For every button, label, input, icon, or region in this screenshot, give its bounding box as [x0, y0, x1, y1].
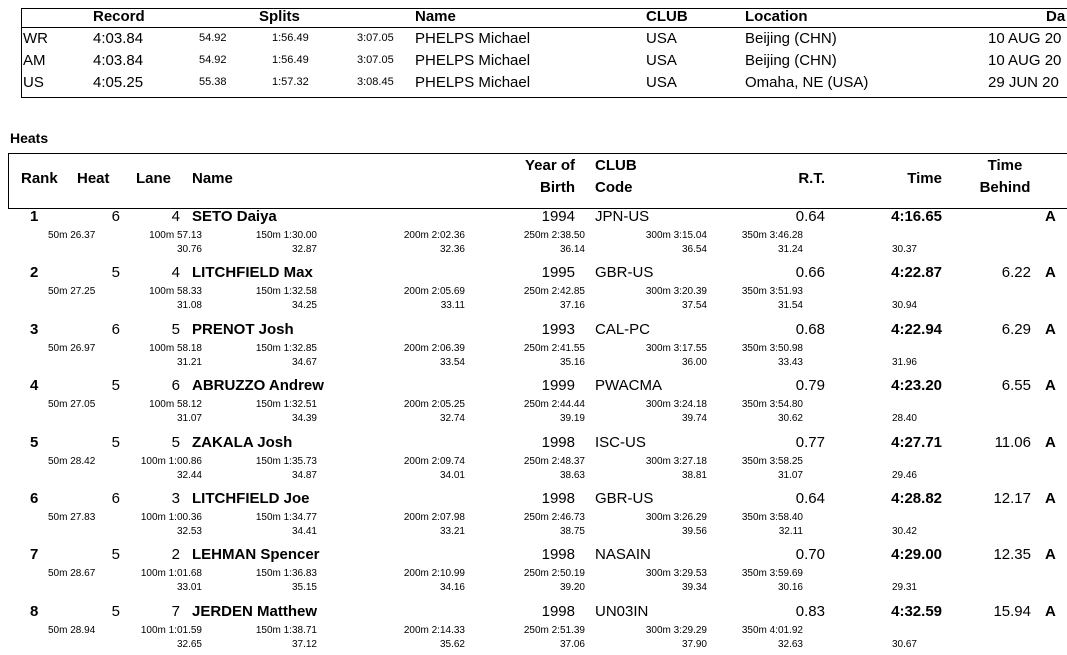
diff-300: 39.34	[681, 582, 707, 594]
diff-150: 35.15	[291, 582, 317, 594]
result-club: NASAIN	[595, 546, 651, 564]
diff-350: 31.24	[777, 244, 803, 255]
header-year-line1: Year of	[524, 157, 575, 174]
result-rt: 0.77	[795, 433, 825, 451]
record-location: Omaha, NE (USA)	[745, 74, 869, 91]
record-split-3: 3:08.45	[357, 76, 394, 88]
result-lane: 3	[171, 490, 180, 507]
result-year: 1998	[541, 546, 575, 564]
result-year: 1995	[541, 264, 575, 282]
result-rank: 1	[30, 208, 39, 225]
split-150: 150m 1:32.85	[255, 342, 317, 354]
diff-400: 30.67	[891, 638, 917, 650]
split-250: 250m 2:44.44	[523, 399, 585, 411]
diff-100: 32.44	[176, 469, 202, 481]
split-250: 250m 2:41.55	[523, 342, 585, 354]
record-location: Beijing (CHN)	[745, 30, 837, 47]
split-350: 350m 3:58.25	[741, 455, 803, 467]
split-200: 200m 2:07.98	[403, 512, 465, 523]
diff-150: 34.25	[291, 300, 317, 312]
diff-350: 32.63	[777, 638, 803, 650]
split-200: 200m 2:05.25	[403, 399, 465, 411]
split-50: 50m 27.83	[48, 512, 96, 523]
diff-350: 31.07	[777, 469, 803, 481]
section-title: Heats	[10, 130, 49, 146]
diff-100: 31.21	[176, 356, 202, 368]
header-club-line1: CLUB	[595, 157, 637, 174]
result-heat: 6	[111, 208, 120, 225]
result-club: JPN-US	[595, 208, 650, 225]
result-name: LEHMAN Spencer	[192, 546, 320, 564]
result-qualifier: A	[1045, 264, 1056, 282]
split-350: 350m 3:58.40	[741, 512, 803, 523]
result-heat: 5	[111, 264, 120, 282]
result-time: 4:16.65	[891, 208, 942, 225]
record-time: 4:03.84	[93, 30, 144, 47]
split-250: 250m 2:46.73	[523, 512, 585, 523]
diff-250: 39.19	[559, 413, 585, 425]
result-behind: 12.35	[993, 546, 1031, 564]
records-header-divider	[22, 27, 1067, 28]
diff-300: 39.56	[681, 526, 707, 537]
result-rt: 0.83	[795, 602, 825, 620]
result-year: 1998	[541, 490, 575, 507]
result-rt: 0.68	[795, 320, 825, 338]
record-club: USA	[646, 30, 677, 47]
result-lane: 4	[171, 264, 180, 282]
result-rt: 0.70	[795, 546, 825, 564]
diff-250: 38.75	[559, 526, 585, 537]
result-time: 4:22.87	[891, 264, 942, 282]
split-150: 150m 1:30.00	[255, 230, 317, 241]
diff-100: 33.01	[176, 582, 202, 594]
result-lane: 4	[171, 208, 180, 225]
split-50: 50m 27.05	[48, 399, 96, 411]
result-qualifier: A	[1045, 320, 1056, 338]
diff-400: 30.37	[891, 244, 917, 255]
header-year-line2: Birth	[540, 179, 575, 196]
result-rt: 0.79	[795, 377, 825, 395]
result-time: 4:28.82	[891, 490, 942, 507]
diff-200: 33.11	[440, 300, 465, 312]
record-split-3: 3:07.05	[357, 32, 394, 44]
split-50: 50m 28.67	[48, 568, 96, 580]
split-50: 50m 26.37	[48, 230, 96, 241]
split-250: 250m 2:51.39	[523, 624, 585, 636]
split-150: 150m 1:32.51	[255, 399, 317, 411]
split-100: 100m 1:01.59	[140, 624, 202, 636]
records-table-frame	[21, 8, 1067, 98]
result-time: 4:32.59	[891, 602, 942, 620]
split-250: 250m 2:50.19	[523, 568, 585, 580]
record-location: Beijing (CHN)	[745, 52, 837, 69]
header-club-line2: Code	[595, 179, 633, 196]
result-rt: 0.64	[795, 490, 825, 507]
diff-200: 33.21	[439, 526, 465, 537]
diff-300: 37.54	[681, 300, 707, 312]
split-100: 100m 1:00.86	[140, 455, 202, 467]
diff-150: 32.87	[291, 244, 317, 255]
result-club: CAL-PC	[595, 320, 651, 338]
result-lane: 2	[171, 546, 180, 564]
split-300: 300m 3:27.18	[645, 455, 707, 467]
record-date: 10 AUG 20	[988, 52, 1062, 69]
result-rank: 5	[30, 433, 39, 451]
result-heat: 5	[111, 546, 120, 564]
split-100: 100m 1:01.68	[140, 568, 202, 580]
split-200: 200m 2:05.69	[403, 286, 465, 298]
result-heat: 6	[111, 490, 120, 507]
diff-100: 32.53	[176, 526, 202, 537]
header-name: Name	[192, 170, 233, 187]
result-lane: 5	[171, 320, 180, 338]
records-header-record: Record	[93, 8, 145, 25]
diff-400: 28.40	[891, 413, 917, 425]
record-split-2: 1:56.49	[272, 32, 309, 44]
result-rank: 2	[30, 264, 39, 282]
records-header-location: Location	[745, 8, 808, 25]
header-rt: R.T.	[798, 170, 825, 187]
diff-100: 30.76	[176, 244, 202, 255]
result-time: 4:27.71	[891, 433, 942, 451]
records-header-name: Name	[415, 8, 456, 25]
split-100: 100m 58.18	[149, 342, 202, 354]
result-heat: 5	[111, 433, 120, 451]
split-200: 200m 2:10.99	[403, 568, 465, 580]
result-year: 1999	[541, 377, 575, 395]
record-time: 4:05.25	[93, 74, 144, 91]
result-behind: 12.17	[993, 490, 1031, 507]
result-year: 1998	[541, 602, 575, 620]
diff-350: 33.43	[777, 356, 803, 368]
diff-150: 34.41	[291, 526, 317, 537]
result-qualifier: A	[1045, 602, 1056, 620]
record-club: USA	[646, 74, 677, 91]
diff-100: 31.07	[176, 413, 202, 425]
result-name: LITCHFIELD Max	[192, 264, 313, 282]
split-350: 350m 3:50.98	[741, 342, 803, 354]
split-250: 250m 2:38.50	[523, 230, 585, 241]
record-name: PHELPS Michael	[415, 74, 531, 91]
split-350: 350m 4:01.92	[741, 624, 803, 636]
record-date: 10 AUG 20	[988, 30, 1062, 47]
result-rank: 4	[30, 377, 39, 395]
split-50: 50m 27.25	[48, 286, 96, 298]
result-year: 1993	[541, 320, 575, 338]
record-club: USA	[646, 52, 677, 69]
split-200: 200m 2:09.74	[403, 455, 465, 467]
diff-200: 32.36	[439, 244, 465, 255]
split-200: 200m 2:06.39	[403, 342, 465, 354]
split-350: 350m 3:46.28	[741, 230, 803, 241]
diff-300: 36.00	[681, 356, 707, 368]
result-heat: 6	[111, 320, 120, 338]
result-behind: 6.55	[1001, 377, 1031, 395]
header-time: Time	[907, 170, 942, 187]
diff-250: 35.16	[559, 356, 585, 368]
diff-350: 30.16	[777, 582, 803, 594]
result-club: GBR-US	[595, 490, 654, 507]
record-split-1: 54.92	[199, 32, 227, 44]
split-250: 250m 2:42.85	[523, 286, 585, 298]
diff-150: 37.12	[291, 638, 317, 650]
diff-250: 39.20	[559, 582, 585, 594]
split-50: 50m 28.42	[48, 455, 96, 467]
diff-300: 39.74	[681, 413, 707, 425]
result-name: PRENOT Josh	[192, 320, 294, 338]
result-club: PWACMA	[595, 377, 662, 395]
diff-250: 37.06	[559, 638, 585, 650]
result-club: ISC-US	[595, 433, 646, 451]
record-split-3: 3:07.05	[357, 54, 394, 66]
split-350: 350m 3:59.69	[741, 568, 803, 580]
record-time: 4:03.84	[93, 52, 144, 69]
split-50: 50m 28.94	[48, 624, 96, 636]
result-heat: 5	[111, 602, 120, 620]
header-heat: Heat	[77, 170, 110, 187]
diff-400: 29.31	[891, 582, 917, 594]
split-350: 350m 3:54.80	[741, 399, 803, 411]
result-behind: 6.29	[1001, 320, 1031, 338]
split-100: 100m 1:00.36	[140, 512, 202, 523]
record-label: WR	[23, 30, 48, 47]
result-name: LITCHFIELD Joe	[192, 490, 310, 507]
result-behind: 15.94	[993, 602, 1031, 620]
split-350: 350m 3:51.93	[741, 286, 803, 298]
split-300: 300m 3:15.04	[645, 230, 707, 241]
record-split-1: 55.38	[199, 76, 227, 88]
split-300: 300m 3:29.53	[645, 568, 707, 580]
split-300: 300m 3:29.29	[645, 624, 707, 636]
result-behind: 6.22	[1001, 264, 1031, 282]
split-300: 300m 3:26.29	[645, 512, 707, 523]
record-name: PHELPS Michael	[415, 30, 531, 47]
split-250: 250m 2:48.37	[523, 455, 585, 467]
split-150: 150m 1:32.58	[255, 286, 317, 298]
result-year: 1994	[541, 208, 575, 225]
diff-300: 38.81	[681, 469, 707, 481]
diff-400: 30.94	[891, 300, 917, 312]
record-split-2: 1:56.49	[272, 54, 309, 66]
result-lane: 6	[171, 377, 180, 395]
result-heat: 5	[111, 377, 120, 395]
result-qualifier: A	[1045, 208, 1056, 225]
diff-150: 34.87	[291, 469, 317, 481]
header-lane: Lane	[136, 170, 172, 187]
result-qualifier: A	[1045, 433, 1056, 451]
result-time: 4:23.20	[891, 377, 942, 395]
diff-300: 37.90	[681, 638, 707, 650]
split-200: 200m 2:14.33	[403, 624, 465, 636]
record-label: AM	[23, 52, 46, 69]
split-100: 100m 58.33	[149, 286, 202, 298]
diff-200: 33.54	[439, 356, 465, 368]
result-club: UN03IN	[595, 602, 649, 620]
result-rt: 0.66	[795, 264, 825, 282]
diff-250: 37.16	[559, 300, 585, 312]
result-lane: 5	[171, 433, 180, 451]
result-qualifier: A	[1045, 490, 1056, 507]
result-name: SETO Daiya	[192, 208, 277, 225]
diff-100: 31.08	[176, 300, 202, 312]
diff-250: 36.14	[559, 244, 585, 255]
result-rank: 7	[30, 546, 39, 564]
records-header-splits: Splits	[259, 8, 300, 25]
result-rank: 8	[30, 602, 39, 620]
result-behind: 11.06	[994, 433, 1031, 451]
result-club: GBR-US	[595, 264, 654, 282]
result-name: JERDEN Matthew	[192, 602, 318, 620]
diff-250: 38.63	[559, 469, 585, 481]
split-150: 150m 1:35.73	[255, 455, 317, 467]
diff-350: 30.62	[777, 413, 803, 425]
diff-150: 34.39	[291, 413, 317, 425]
header-rank: Rank	[21, 170, 58, 187]
split-100: 100m 57.13	[149, 230, 202, 241]
header-behind-line2: Behind	[979, 179, 1031, 196]
split-300: 300m 3:24.18	[645, 399, 707, 411]
split-150: 150m 1:34.77	[255, 512, 317, 523]
records-header-date: Da	[1046, 8, 1066, 25]
split-50: 50m 26.97	[48, 342, 96, 354]
result-qualifier: A	[1045, 377, 1056, 395]
header-behind-line1: Time	[987, 157, 1023, 174]
record-date: 29 JUN 20	[988, 74, 1059, 91]
result-qualifier: A	[1045, 546, 1056, 564]
result-rt: 0.64	[795, 208, 825, 225]
split-300: 300m 3:20.39	[645, 286, 707, 298]
diff-100: 32.65	[176, 638, 202, 650]
result-name: ABRUZZO Andrew	[192, 377, 324, 395]
split-150: 150m 1:38.71	[255, 624, 317, 636]
diff-400: 30.42	[891, 526, 917, 537]
diff-200: 34.01	[439, 469, 465, 481]
diff-300: 36.54	[681, 244, 707, 255]
split-150: 150m 1:36.83	[255, 568, 317, 580]
diff-200: 32.74	[439, 413, 465, 425]
diff-200: 35.62	[439, 638, 465, 650]
diff-350: 31.54	[777, 300, 803, 312]
result-lane: 7	[171, 602, 180, 620]
record-name: PHELPS Michael	[415, 52, 531, 69]
split-300: 300m 3:17.55	[645, 342, 707, 354]
result-time: 4:29.00	[891, 546, 942, 564]
diff-200: 34.16	[439, 582, 465, 594]
diff-400: 31.96	[891, 356, 917, 368]
record-split-1: 54.92	[199, 54, 227, 66]
record-split-2: 1:57.32	[272, 76, 309, 88]
diff-350: 32.11	[778, 526, 803, 537]
record-label: US	[23, 74, 44, 91]
split-100: 100m 58.12	[149, 399, 202, 411]
result-rank: 6	[30, 490, 39, 507]
split-200: 200m 2:02.36	[403, 230, 465, 241]
records-header-club: CLUB	[646, 8, 688, 25]
result-year: 1998	[541, 433, 575, 451]
result-time: 4:22.94	[891, 320, 942, 338]
diff-400: 29.46	[891, 469, 917, 481]
diff-150: 34.67	[291, 356, 317, 368]
result-rank: 3	[30, 320, 39, 338]
result-name: ZAKALA Josh	[192, 433, 293, 451]
